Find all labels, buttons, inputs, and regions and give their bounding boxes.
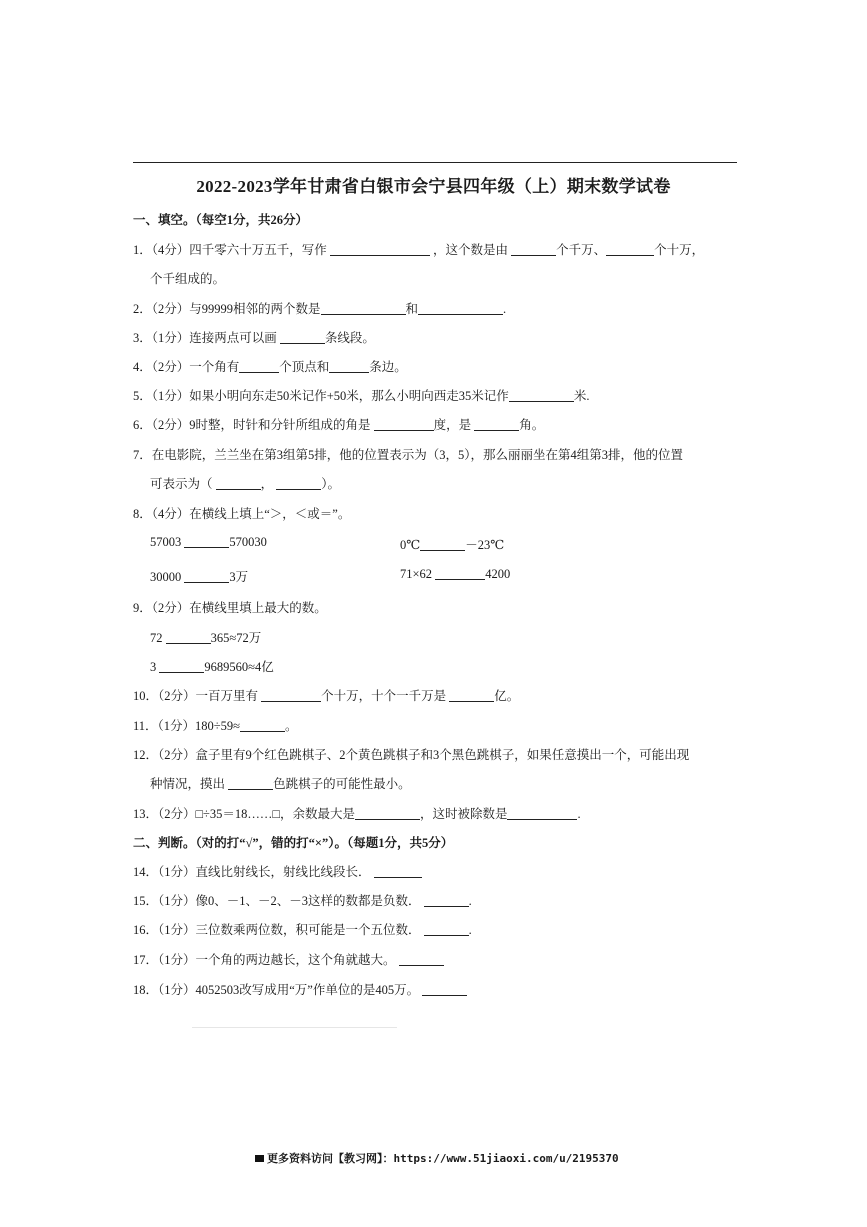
q10-text: 10．（2分）一百万里有 — [133, 689, 259, 703]
q9-row-2 — [150, 657, 274, 675]
answer-blank[interactable] — [276, 477, 321, 490]
answer-blank[interactable] — [418, 302, 503, 315]
q13-text: 13．（2分）□÷35＝18……□，余数最大是 — [133, 807, 355, 821]
answer-blank[interactable] — [330, 243, 430, 256]
q5-text: 5．（1分）如果小明向东走50米记作+50米，那么小明向西走35米记作 — [133, 389, 509, 403]
question-15 — [133, 891, 472, 909]
q18-text: 18．（1分）4052503改写成用“万”作单位的是405万。 — [133, 983, 420, 997]
q4-text-3: 条边。 — [369, 360, 407, 374]
question-8: 8．（4分）在横线上填上“＞，＜或＝”。 — [133, 507, 351, 521]
q9-row-1 — [150, 628, 261, 646]
q3-text-2: 条线段。 — [324, 331, 375, 345]
answer-blank[interactable] — [261, 689, 321, 702]
q12-text-3: 色跳棋子的可能性最小。 — [273, 777, 411, 791]
q8-text: 0℃ — [400, 538, 421, 552]
q2-text: 2．（2分）与99999相邻的两个数是 — [133, 302, 321, 316]
q9-text: 3 — [150, 660, 157, 674]
q1-text-3: 个千万、 — [556, 243, 607, 257]
q6-text-3: 角。 — [519, 418, 545, 432]
q1-text-4: 个十万， — [654, 243, 705, 257]
question-17 — [133, 950, 444, 968]
q4-text-2: 个顶点和 — [279, 360, 330, 374]
q13-text-3: . — [577, 807, 581, 821]
answer-blank[interactable] — [329, 360, 369, 373]
answer-blank[interactable] — [166, 631, 211, 644]
answer-blank[interactable] — [184, 535, 229, 548]
answer-blank[interactable] — [374, 418, 434, 431]
answer-blank[interactable] — [321, 302, 406, 315]
q8-row-2-right — [400, 567, 510, 582]
answer-blank[interactable] — [216, 477, 261, 490]
q2-text-2: 和 — [405, 302, 419, 316]
question-6 — [133, 415, 544, 433]
q2-text-3: . — [503, 302, 507, 316]
q4-text: 4．（2分）一个角有 — [133, 360, 240, 374]
question-12: 12．（2分）盒子里有9个红色跳棋子、2个黄色跳棋子和3个黑色跳棋子，如果任意摸出一个，可能出现 — [133, 748, 690, 762]
q8-text: 570030 — [229, 535, 267, 549]
q8-row-1-left — [150, 535, 267, 550]
answer-blank[interactable] — [606, 243, 654, 256]
q15-text: 15．（1分）像0、－1、－2、－3这样的数都是负数． — [133, 894, 421, 908]
q8-text: 71×62 — [400, 567, 433, 581]
question-14 — [133, 862, 422, 880]
question-9: 9．（2分）在横线里填上最大的数。 — [133, 601, 327, 615]
q17-text: 17．（1分）一个角的两边越长，这个角就越大。 — [133, 953, 396, 967]
q12-text-2: 种情况，摸出 — [150, 777, 226, 791]
answer-blank[interactable] — [420, 538, 465, 551]
q11-text: 11．（1分）180÷59≈ — [133, 719, 241, 733]
page-title: 2022-2023学年甘肃省白银市会宁县四年级（上）期末数学试卷 — [196, 177, 671, 196]
q1-text-2: ，这个数是由 — [433, 243, 509, 257]
question-5 — [133, 386, 589, 404]
q9-text: 9689560≈4亿 — [204, 660, 274, 674]
answer-blank[interactable] — [355, 807, 420, 820]
question-7-cont — [150, 474, 340, 492]
answer-blank[interactable] — [435, 567, 485, 580]
answer-blank[interactable] — [422, 983, 467, 996]
answer-blank[interactable] — [239, 360, 279, 373]
q8-text: 30000 — [150, 570, 182, 584]
question-16 — [133, 920, 472, 938]
footer-text: 更多资料访问【教习网】：https://www.51jiaoxi.com/u/2195370 — [267, 1152, 619, 1165]
answer-blank[interactable] — [474, 418, 519, 431]
answer-blank[interactable] — [228, 777, 273, 790]
question-3 — [133, 328, 375, 346]
answer-blank[interactable] — [509, 389, 574, 402]
q7-text-2: 可表示为（ — [150, 477, 213, 491]
section-heading-judgement: 二、判断。（对的打“√”，错的打“×”）。（每题1分，共5分） — [133, 836, 454, 850]
q5-text-2: 米. — [573, 389, 590, 403]
q16-text: 16．（1分）三位数乘两位数，积可能是一个五位数． — [133, 923, 421, 937]
q8-row-1-right — [400, 535, 504, 553]
footer-link[interactable] — [255, 1150, 619, 1166]
answer-blank[interactable] — [511, 243, 556, 256]
question-10 — [133, 686, 519, 704]
q7-text-3: ， — [260, 477, 274, 491]
q16-text-2: . — [468, 923, 472, 937]
answer-blank[interactable] — [374, 865, 422, 878]
q9-text: 365≈72万 — [210, 631, 262, 645]
answer-blank[interactable] — [424, 923, 469, 936]
answer-blank[interactable] — [507, 807, 577, 820]
q8-text: －23℃ — [465, 538, 505, 552]
q3-text: 3．（1分）连接两点可以画 — [133, 331, 277, 345]
q8-row-2-left — [150, 567, 248, 585]
q8-text: 57003 — [150, 535, 182, 549]
q10-text-2: 个十万，十个一千万是 — [321, 689, 447, 703]
answer-blank[interactable] — [280, 331, 325, 344]
q7-text-4: ）。 — [321, 477, 341, 491]
q1-text: 1．（4分）四千零六十万五千，写作 — [133, 243, 327, 257]
question-18 — [133, 980, 467, 998]
q14-text: 14．（1分）直线比射线长，射线比线段长． — [133, 865, 371, 879]
answer-blank[interactable] — [399, 953, 444, 966]
q11-text-2: 。 — [285, 719, 298, 733]
question-1 — [133, 240, 704, 258]
q6-text-2: 度，是 — [433, 418, 472, 432]
answer-blank[interactable] — [240, 719, 285, 732]
question-2 — [133, 299, 506, 317]
question-12-cont — [150, 774, 411, 792]
answer-blank[interactable] — [449, 689, 494, 702]
flag-icon — [255, 1155, 264, 1162]
divider — [192, 1027, 397, 1028]
answer-blank[interactable] — [184, 570, 229, 583]
question-4 — [133, 357, 407, 375]
answer-blank[interactable] — [159, 660, 204, 673]
q8-text: 4200 — [485, 567, 511, 581]
question-1-cont: 个千组成的。 — [150, 272, 226, 286]
q8-text: 3万 — [229, 570, 249, 584]
header-rule — [133, 162, 737, 163]
question-11 — [133, 716, 298, 734]
q13-text-2: ，这时被除数是 — [419, 807, 508, 821]
q9-text: 72 — [150, 631, 163, 645]
question-7: 7．在电影院，兰兰坐在第3组第5排，他的位置表示为（3，5），那么丽丽坐在第4组第3排，他的位置 — [133, 448, 684, 462]
q10-text-3: 亿。 — [494, 689, 520, 703]
question-13 — [133, 804, 581, 822]
q6-text: 6．（2分）9时整，时针和分针所组成的角是 — [133, 418, 371, 432]
q15-text-2: . — [468, 894, 472, 908]
answer-blank[interactable] — [424, 894, 469, 907]
section-heading-fill-blank: 一、填空。（每空1分，共26分） — [133, 213, 309, 227]
